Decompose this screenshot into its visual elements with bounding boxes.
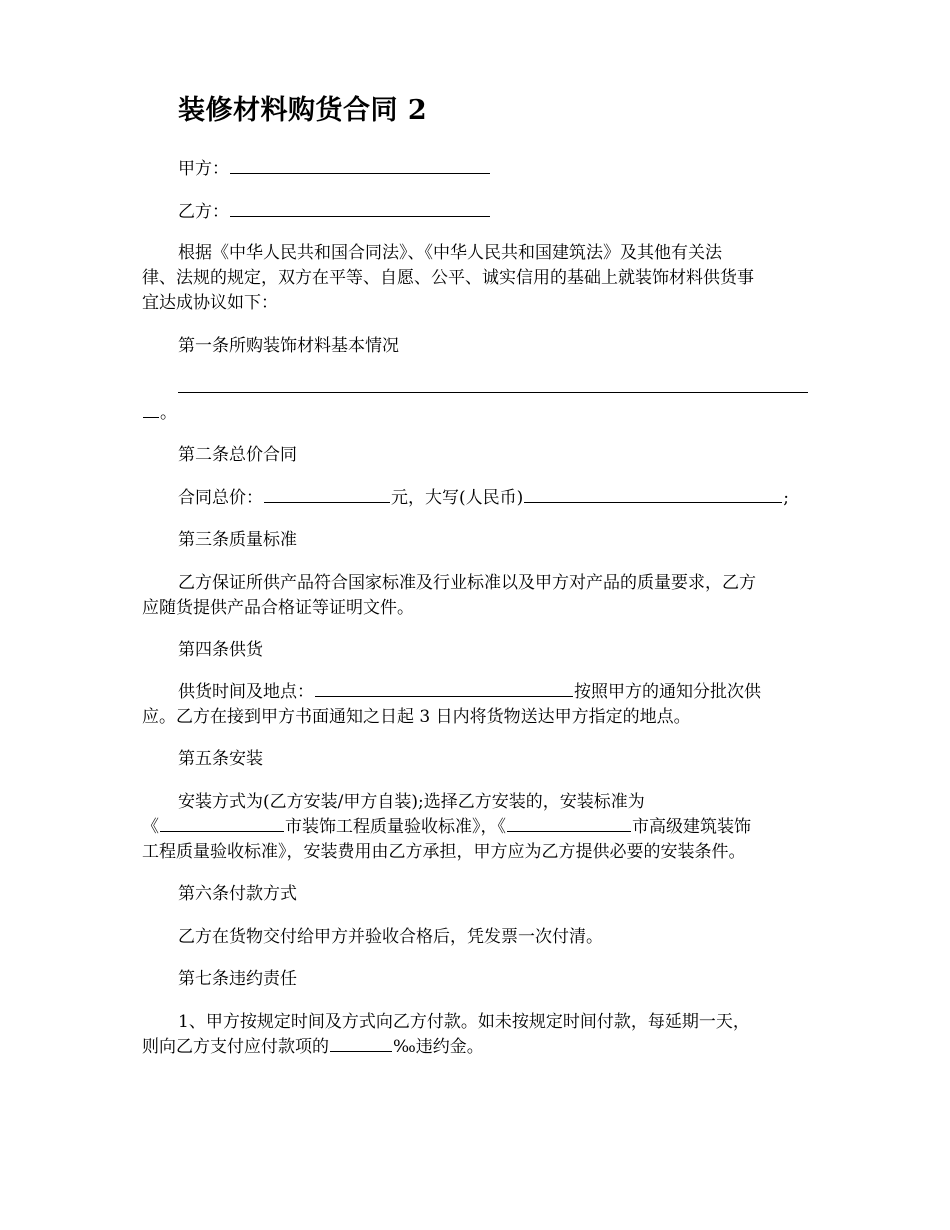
article-5-title: 第五条安装 [178, 749, 263, 769]
party-a-line [142, 158, 856, 180]
article-3-line-1: 乙方保证所供产品符合国家标准及行业标准以及甲方对产品的质量要求，乙方 [178, 573, 756, 593]
party-a-blank [230, 172, 490, 174]
article-5-line-3: 工程质量验收标准》，安装费用由乙方承担，甲方应为乙方提供必要的安装条件。 [142, 842, 746, 862]
article-3-line-2: 应随货提供产品合格证等证明文件。 [142, 598, 414, 618]
article-7-title: 第七条违约责任 [178, 969, 297, 989]
article-4-line-1 [142, 681, 856, 703]
total-price-uppercase-blank [524, 501, 782, 503]
article-7-penalty-label: 则向乙方支付应付款项的 [142, 1037, 329, 1057]
article-5-open-quote: 《 [142, 817, 159, 837]
total-price-amount-blank [264, 501, 390, 503]
article-1-blank-tail [143, 416, 159, 418]
article-1-title: 第一条所购装饰材料基本情况 [178, 336, 399, 356]
intro-line-1: 根据《中华人民共和国合同法》、《中华人民共和国建筑法》及其他有关法 [178, 243, 722, 263]
article-5-line-2 [142, 816, 820, 838]
party-a-label: 甲方： [178, 159, 229, 179]
article-7-penalty-tail: ‰违约金。 [393, 1037, 484, 1057]
article-1-end: 。 [160, 403, 177, 423]
article-6-line-1: 乙方在货物交付给甲方并验收合格后，凭发票一次付清。 [178, 927, 603, 947]
party-b-line [142, 201, 856, 223]
article-1-end-line [142, 402, 820, 424]
supply-time-tail: 按照甲方的通知分批次供 [574, 682, 761, 702]
total-price-uppercase-label: 元，大写(人民币) [391, 488, 524, 508]
party-b-blank [230, 215, 490, 217]
total-price-line [142, 487, 856, 509]
article-7-line-1: 1、甲方按规定时间及方式向乙方付款。如未按规定时间付款，每延期一天， [178, 1012, 750, 1032]
party-b-label: 乙方： [178, 202, 229, 222]
intro-line-2: 律、法规的规定，双方在平等、自愿、公平、诚实信用的基础上就装饰材料供货事 [142, 268, 754, 288]
article-1-blank [178, 392, 808, 393]
article-6-title: 第六条付款方式 [178, 884, 297, 904]
intro-line-3: 宜达成协议如下： [142, 293, 278, 313]
city-blank-1 [160, 830, 284, 832]
article-3-title: 第三条质量标准 [178, 530, 297, 550]
supply-time-label: 供货时间及地点： [178, 682, 314, 702]
article-5-line-1: 安装方式为(乙方安装/甲方自装);选择乙方安装的，安装标准为 [178, 792, 645, 812]
article-5-standard-2: 市高级建筑装饰 [632, 817, 751, 837]
article-4-line-2: 应。乙方在接到甲方书面通知之日起 3 日内将货物送达甲方指定的地点。 [142, 707, 691, 727]
article-5-standard-1: 市装饰工程质量验收标准》，《 [285, 817, 506, 837]
total-price-end: ; [783, 488, 789, 508]
penalty-rate-blank [330, 1050, 392, 1052]
article-4-title: 第四条供货 [178, 640, 263, 660]
article-2-title: 第二条总价合同 [178, 445, 297, 465]
article-7-line-2 [142, 1036, 820, 1058]
supply-time-blank [315, 695, 573, 697]
document-title: 装修材料购货合同 2 [178, 95, 428, 126]
city-blank-2 [507, 830, 631, 832]
total-price-label: 合同总价： [178, 488, 263, 508]
